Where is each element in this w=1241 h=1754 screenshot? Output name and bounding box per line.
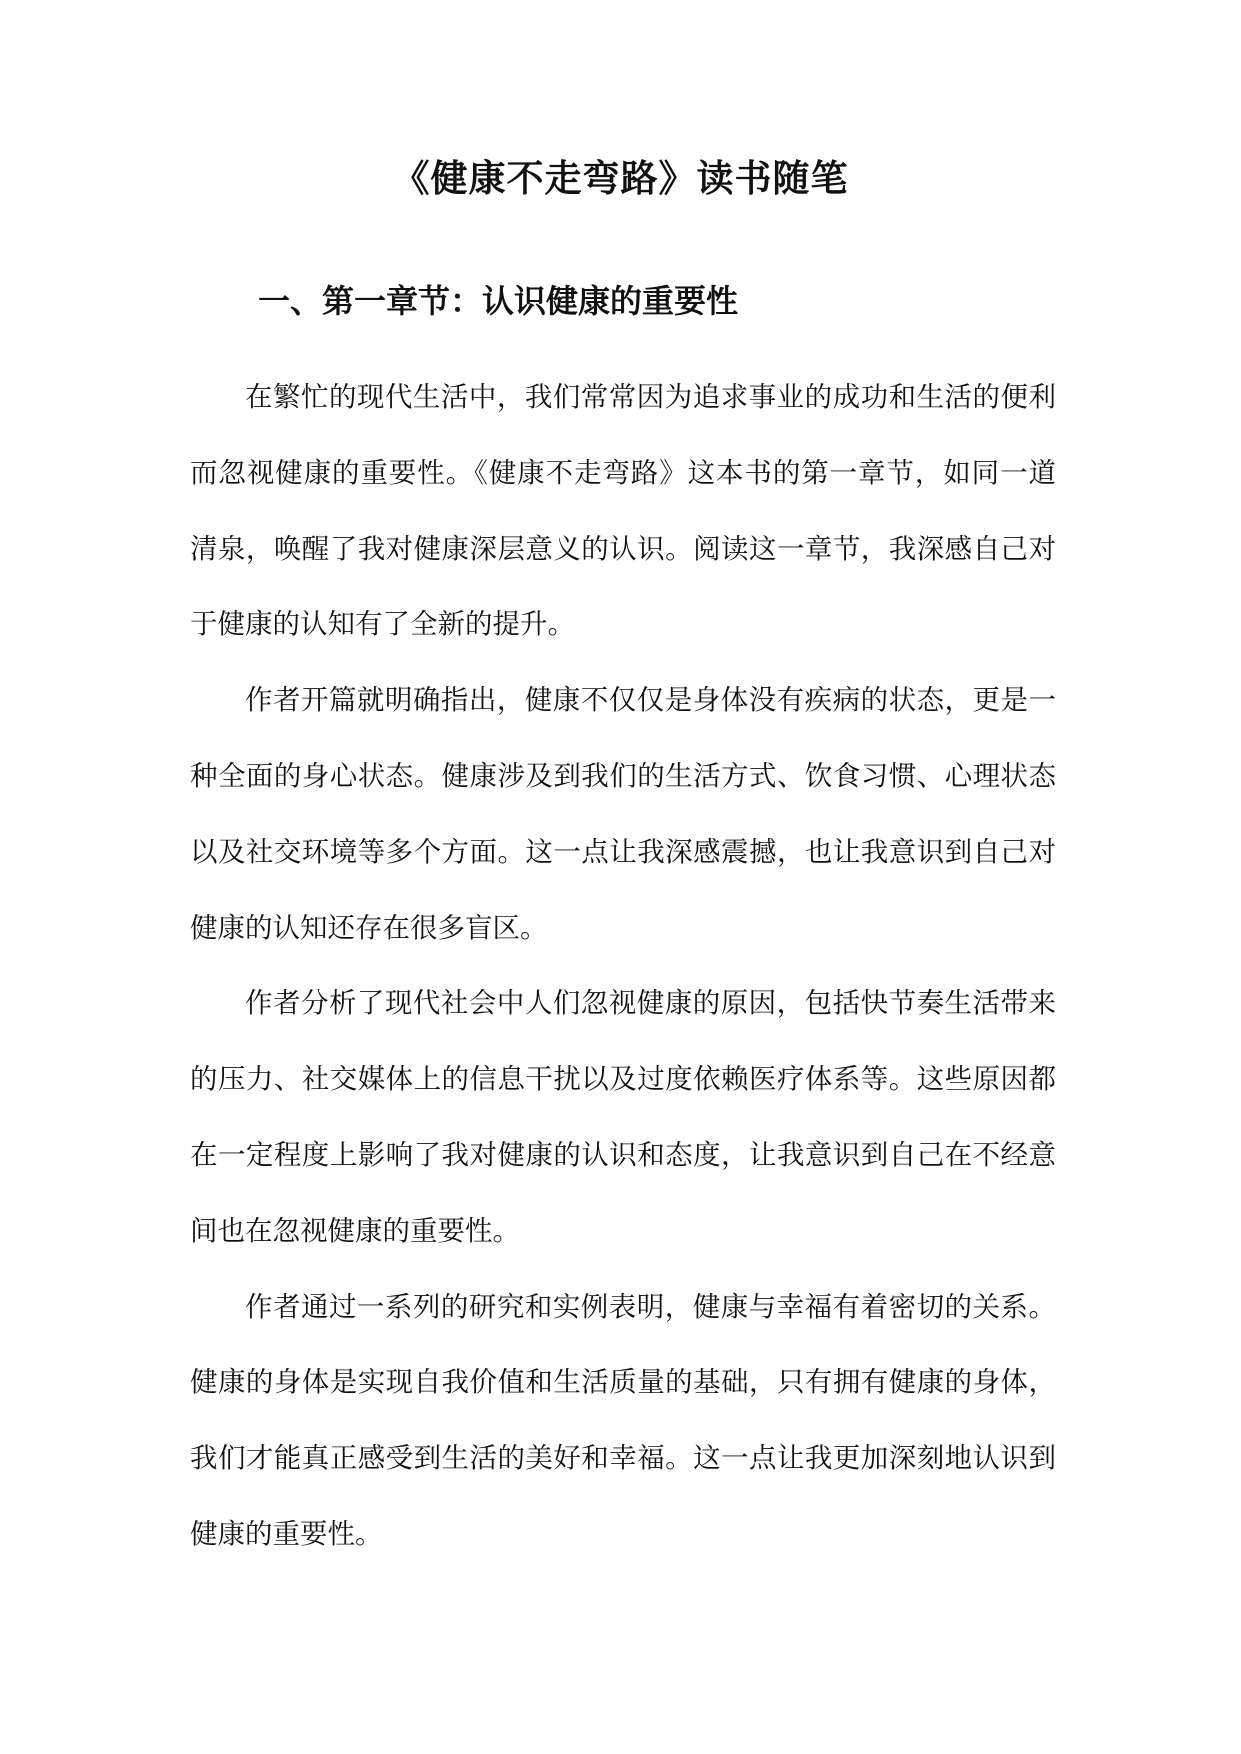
paragraph: 作者开篇就明确指出，健康不仅仅是身体没有疾病的状态，更是一种全面的身心状态。健康涉及到我们的生活方式、饮食习惯、心理状态以及社交环境等多个方面。这一点让我深感震撼，也让我意识到自己对健康的认知还存在很多盲区。 bbox=[190, 684, 1056, 944]
document-title: 《健康不走弯路》读书随笔 bbox=[392, 156, 849, 200]
body-text bbox=[190, 360, 1056, 1573]
paragraph: 作者通过一系列的研究和实例表明，健康与幸福有着密切的关系。健康的身体是实现自我价值和生活质量的基础，只有拥有健康的身体，我们才能真正感受到生活的美好和幸福。这一点让我更加深刻地认识到健康的重要性。 bbox=[190, 1290, 1056, 1550]
paragraph: 作者分析了现代社会中人们忽视健康的原因，包括快节奏生活带来的压力、社交媒体上的信息干扰以及过度依赖医疗体系等。这些原因都在一定程度上影响了我对健康的认识和态度，让我意识到自己在不经意间也在忽视健康的重要性。 bbox=[190, 987, 1056, 1247]
paragraph: 在繁忙的现代生活中，我们常常因为追求事业的成功和生活的便利而忽视健康的重要性。《健康不走弯路》这本书的第一章节，如同一道清泉，唤醒了我对健康深层意义的认识。阅读这一章节，我深感自己对于健康的认知有了全新的提升。 bbox=[190, 381, 1056, 641]
section-heading: 一、第一章节：认识健康的重要性 bbox=[258, 282, 739, 320]
